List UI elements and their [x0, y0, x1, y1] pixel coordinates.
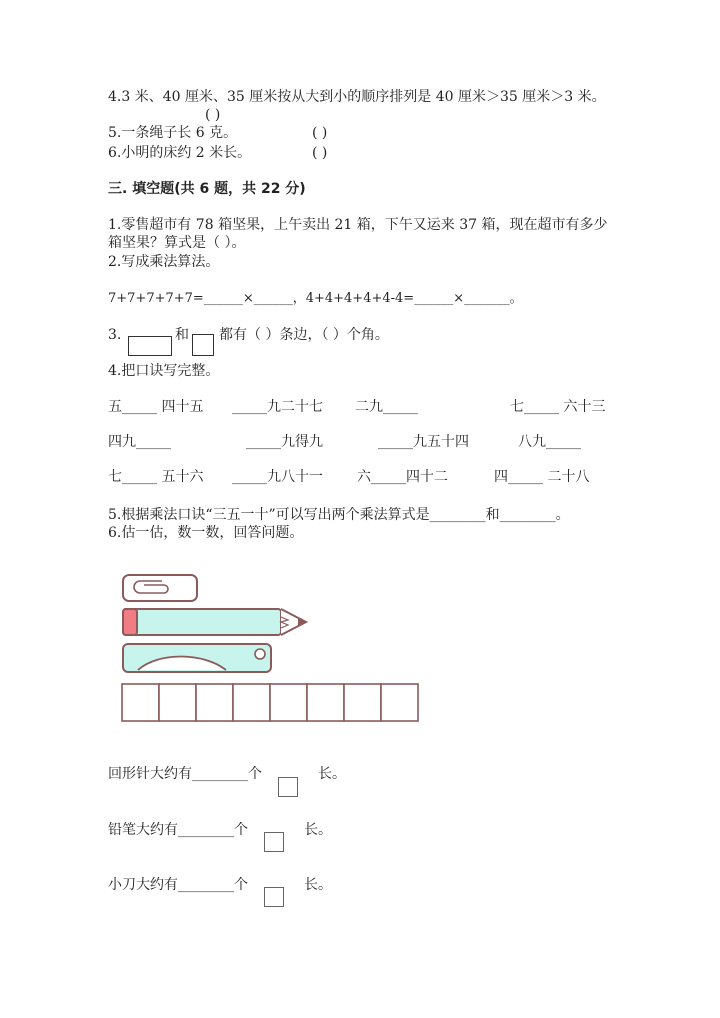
section-title: 三. 填空题(共 6 题，共 22 分) — [108, 181, 306, 197]
square-shape — [192, 334, 214, 356]
fill-question-4: 4.把口诀写完整。 — [108, 363, 220, 379]
rhyme-item: 七_____ 六十三 — [510, 399, 606, 415]
fill-question-5: 5.根据乘法口诀“三五一十”可以写出两个乘法算式是________和________。 — [108, 507, 570, 523]
knife-answer-suffix: 长。 — [304, 877, 332, 893]
rectangle-shape — [128, 336, 172, 356]
rhyme-item: 四九_____ — [108, 434, 171, 450]
pencil-answer-text: 铅笔大约有________个 — [108, 822, 248, 838]
fill-question-1-line1: 1.零售超市有 78 箱坚果，上午卖出 21 箱，下午又运来 37 箱，现在超市有多少 — [108, 217, 608, 233]
rhyme-item: 八九_____ — [518, 434, 581, 450]
judge-question-5: 5.一条绳子长 6 克。 — [108, 125, 238, 141]
fill-question-6: 6.估一估，数一数，回答问题。 — [108, 525, 304, 541]
rhyme-item: _____九八十一 — [232, 469, 323, 485]
paper-clip-answer-text: 回形针大约有________个 — [108, 766, 262, 782]
paper-clip-icon — [123, 575, 197, 601]
fill-question-3-number: 3. — [108, 327, 122, 343]
pencil-icon — [123, 609, 306, 635]
unit-square-icon — [278, 777, 298, 797]
rhyme-item: _____九得九 — [246, 434, 323, 450]
judge-answer-paren-4[interactable]: ( ) — [205, 107, 221, 123]
rhyme-item: 七_____ 五十六 — [108, 469, 204, 485]
rhyme-item: 四_____ 二十八 — [494, 469, 590, 485]
rhyme-item: _____九五十四 — [378, 434, 469, 450]
rhyme-item: 五_____ 四十五 — [108, 399, 204, 415]
unit-square-icon — [264, 887, 284, 907]
fill-question-3-text: 都有（ ）条边，（ ）个角。 — [219, 327, 389, 343]
unit-box-row — [122, 684, 418, 721]
multiplication-expression: 7+7+7+7+7=______×______，4+4+4+4+4-4=______×_______。 — [108, 291, 523, 306]
and-text: 和 — [175, 327, 189, 343]
rhyme-item: _____九二十七 — [232, 399, 323, 415]
unit-square-icon — [264, 832, 284, 852]
judge-question-6: 6.小明的床约 2 米长。 — [108, 145, 252, 161]
rhyme-item: 二九_____ — [355, 399, 418, 415]
fill-question-2: 2.写成乘法算法。 — [108, 254, 220, 270]
rhyme-item: 六_____四十二 — [357, 469, 448, 485]
judge-answer-paren-5[interactable]: ( ) — [312, 125, 328, 141]
paper-clip-answer-suffix: 长。 — [318, 766, 346, 782]
judge-answer-paren-6[interactable]: ( ) — [312, 145, 328, 161]
judge-question-4: 4.3 米、40 厘米、35 厘米按从大到小的顺序排列是 40 厘米＞35 厘米＞3 米。 — [108, 89, 606, 105]
knife-icon — [123, 644, 271, 672]
fill-question-1-line2: 箱坚果？算式是（ ）。 — [108, 235, 246, 251]
measurement-figure — [118, 570, 438, 730]
knife-answer-text: 小刀大约有________个 — [108, 877, 248, 893]
pencil-answer-suffix: 长。 — [304, 822, 332, 838]
